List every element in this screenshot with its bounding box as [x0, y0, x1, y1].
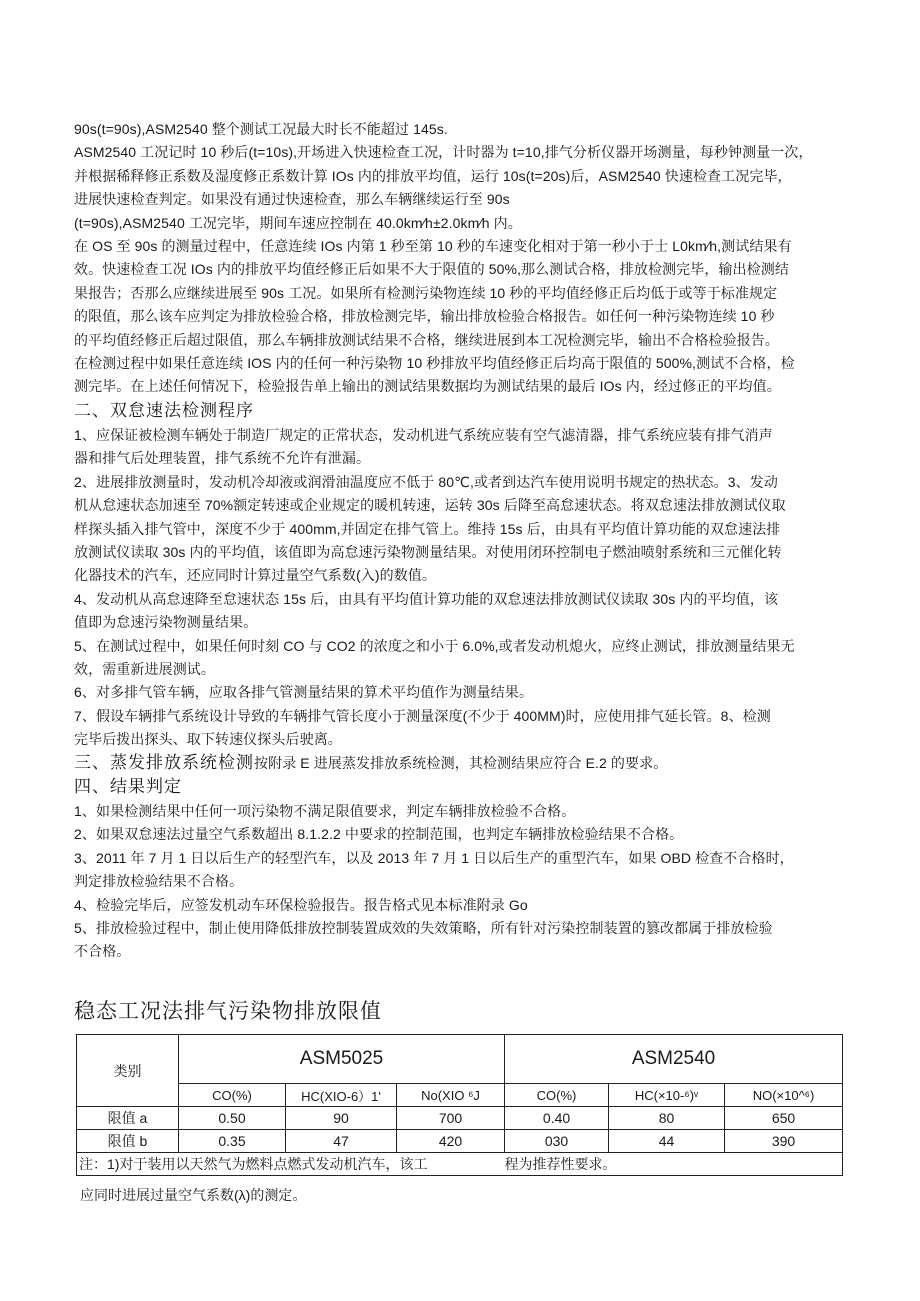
section2-line: 值即为怠速污染物测量结果。 [74, 614, 258, 631]
section2-line: 6、对多排气管车辆，应取各排气管测量结果的算术平均值作为测量结果。 [74, 684, 534, 701]
section2-line: 化器技术的汽车，还应同时计算过量空气系数(入)的数值。 [74, 567, 437, 584]
section3-paragraph [74, 752, 856, 775]
table-cell: 700 [397, 1107, 505, 1130]
intro-line: ASM2540 工况记时 10 秒后(t=10s),开场进入快速检查工况，计时器为 t=10,排气分析仪器开场测量，每秒钟测量一次， [74, 144, 813, 161]
section4-line: 2、如果双怠速法过量空气系数超出 8.1.2.2 中要求的控制范围，也判定车辆排放检验结果不合格。 [74, 826, 684, 843]
row-label: 限值 a [77, 1107, 179, 1130]
section2-line: 样探头插入排气管中，深度不少于 400mm,并固定在排气管上。维持 15s 后，由具有平均值计算功能的双怠速法排 [74, 520, 781, 537]
table-note-continued: 应同时进展过量空气系数(λ)的测定。 [80, 1187, 307, 1203]
table-cell: 420 [397, 1130, 505, 1153]
category-header: 类别 [77, 1035, 179, 1107]
intro-line: 的平均值经修正后超过限值，那么车辆排放测试结果不合格，继续进展到本工况检测完毕，输出不合格检验报告。 [74, 331, 779, 348]
table-cell: 650 [725, 1107, 843, 1130]
section4-line: 5、排放检验过程中，制止使用降低排放控制装置成效的失效策略，所有针对污染控制装置的篡改都属于排放检验 [74, 920, 773, 936]
document-body [74, 118, 856, 964]
section4-line: 4、检验完毕后，应签发机动车环保检验报告。报告格式见本标准附录 Go [74, 896, 528, 913]
section4-line: 不合格。 [74, 943, 131, 960]
section4-line: 判定排放检验结果不合格。 [74, 873, 244, 890]
section2-line: 机从怠速状态加速至 70%额定转速或企业规定的暖机转速，运转 30s 后降至高怠速状态。将双怠速法排放测试仪取 [74, 497, 786, 514]
intro-line: 进展快速检查判定。如果没有通过快速检查，那么车辆继续运行至 90s [74, 191, 510, 208]
intro-line: 在检测过程中如果任意连续 IOS 内的任何一种污染物 10 秒排放平均值经修正后均高于限值的 500%,测试不合格，检 [74, 355, 795, 372]
intro-line: 测完毕。在上述任何情况下，检验报告单上输出的测试结果数据均为测试结果的最后 IOs 内，经过修正的平均值。 [74, 378, 781, 395]
column-header: CO(%) [505, 1084, 609, 1107]
table-row [77, 1107, 843, 1130]
section2-line: 完毕后拨出探头、取下转速仪探头后驶离。 [74, 731, 342, 748]
table-cell: 0.40 [505, 1107, 609, 1130]
table-cell: 0.35 [179, 1130, 286, 1153]
table-cell: 0.50 [179, 1107, 286, 1130]
intro-line: (t=90s),ASM2540 工况完毕，期间车速应控制在 40.0km∕h±2.0km∕h 内。 [74, 214, 522, 231]
table-cell: 030 [505, 1130, 609, 1153]
section4-line: 3、2011 年 7 月 1 日以后生产的轻型汽车，以及 2013 年 7 月 1 日以后生产的重型汽车，如果 OBD 检查不合格时， [74, 849, 794, 866]
column-header: HC(×10-⁶)ᵛ [609, 1084, 725, 1107]
table-cell: 90 [286, 1107, 397, 1130]
intro-line: 在 OS 至 90s 的测量过程中，任意连续 IOs 内第 1 秒至第 10 秒的车速变化相对于第一秒小于士 L0km∕h,测试结果有 [74, 238, 792, 255]
section3-text: 按附录 E 进展蒸发排放系统检测，其检测结果应符合 E.2 的要求。 [254, 754, 668, 771]
section-heading-dual-idle: 二、双怠速法检测程序 [74, 400, 254, 421]
table-row [77, 1130, 843, 1153]
table-cell: 80 [609, 1107, 725, 1130]
table-cell: 44 [609, 1130, 725, 1153]
intro-line: 90s(t=90s),ASM2540 整个测试工况最大时长不能超过 145s. [74, 121, 448, 137]
section2-line: 7、假设车辆排气系统设计导致的车辆排气管长度小于测量深度(不少于 400MM)时，应使用排气延长管。8、检测 [74, 707, 771, 724]
section2-line: 2、进展排放测量时，发动机冷却液或润滑油温度应不低于 80℃,或者到达汽车使用说明书规定的热状态。3、发动 [74, 473, 778, 490]
column-header: CO(%) [179, 1084, 286, 1107]
section-heading-result: 四、结果判定 [74, 776, 182, 797]
group-header-asm2540: ASM2540 [505, 1035, 843, 1084]
intro-line: 效。快速检查工况 IOs 内的排放平均值经修正后如果不大于限值的 50%,那么测试合格，排放检测完毕，输出检测结 [74, 261, 789, 278]
column-header: HC(XIO-6）1' [286, 1084, 397, 1107]
section2-line: 器和排气后处理装置，排气系统不允许有泄漏。 [74, 450, 371, 467]
row-label: 限值 b [77, 1130, 179, 1153]
section2-line: 4、发动机从高怠速降至怠速状态 15s 后，由具有平均值计算功能的双怠速法排放测试仪读取 30s 内的平均值，该 [74, 590, 779, 607]
intro-line: 并根据稀释修正系数及湿度修正系数计算 IOs 内的排放平均值，运行 10s(t=20s)后，ASM2540 快速检查工况完毕， [74, 167, 792, 184]
table-cell: 47 [286, 1130, 397, 1153]
section2-line: 效，需重新进展测试。 [74, 660, 215, 677]
section4-line: 1、如果检测结果中任何一项污染物不满足限值要求，判定车辆排放检验不合格。 [74, 802, 576, 819]
column-header: No(XIO ⁶J [397, 1084, 505, 1107]
group-header-asm5025: ASM5025 [179, 1035, 505, 1084]
emission-limits-table [76, 1034, 843, 1176]
section2-line: 放测试仪读取 30s 内的平均值，该值即为高怠速污染物测量结果。对使用闭环控制电子燃油喷射系统和三元催化转 [74, 543, 782, 560]
table-note-left: 注：1)对于装用以天然气为燃料点燃式发动机汽车，该工 [77, 1153, 505, 1176]
section2-line: 5、在测试过程中，如果任何时刻 CO 与 CO2 的浓度之和小于 6.0%,或者发动机熄火，应终止测试，排放测量结果无 [74, 637, 795, 654]
intro-line: 的限值，那么该车应判定为排放检验合格，排放检测完毕，输出排放检验合格报告。如任何一种污染物连续 10 秒 [74, 308, 775, 325]
column-header: NO(×10^⁶) [725, 1084, 843, 1107]
table-title: 稳态工况法排气污染物排放限值 [74, 999, 382, 1023]
section-heading-evaporative: 三、蒸发排放系统检测 [74, 752, 254, 773]
table-note-right: 程为推荐性要求。 [505, 1153, 843, 1176]
table-cell: 390 [725, 1130, 843, 1153]
section2-line: 1、应保证被检测车辆处于制造厂规定的正常状态，发动机进气系统应装有空气滤清器，排气系统应装有排气消声 [74, 426, 773, 443]
intro-line: 果报告；否那么应继续进展至 90s 工况。如果所有检测污染物连续 10 秒的平均值经修正后均低于或等于标准规定 [74, 284, 778, 301]
